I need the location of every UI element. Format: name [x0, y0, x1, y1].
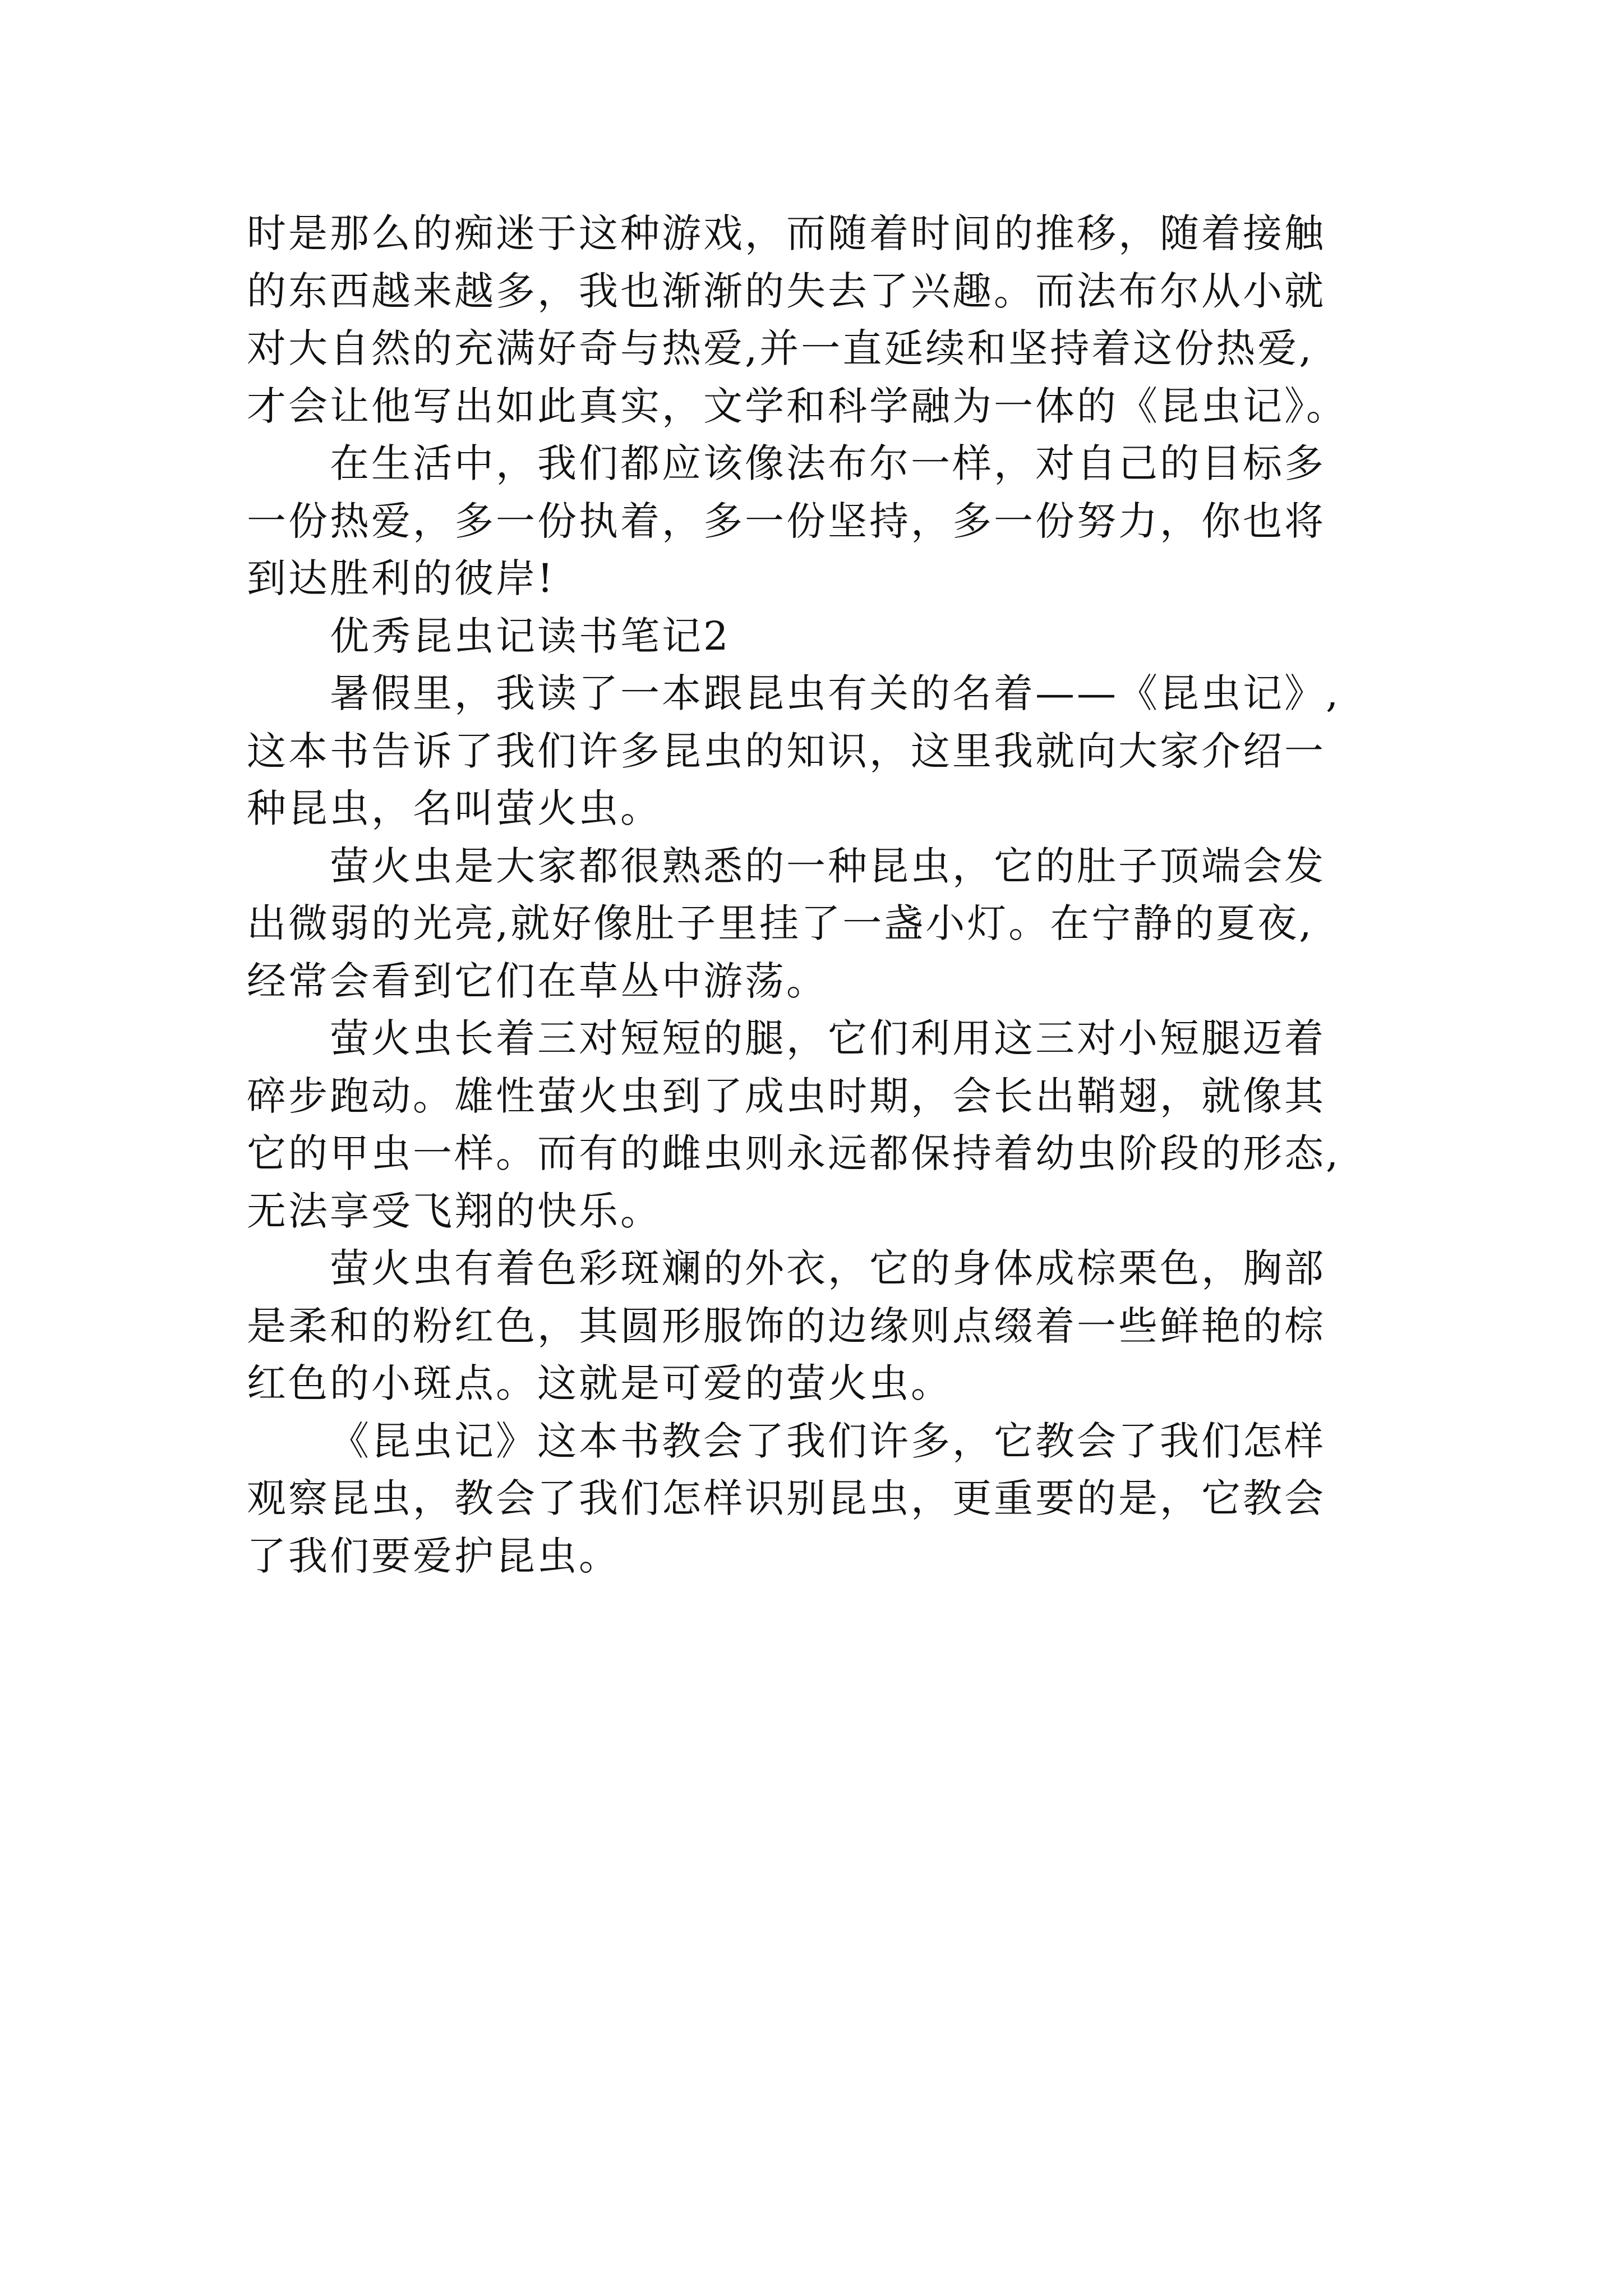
text-line: 到达胜利的彼岸!: [247, 555, 556, 601]
text-line: 了我们要爱护昆虫。: [247, 1533, 620, 1579]
text-line: 是柔和的粉红色，其圆形服饰的边缘则点缀着一些鲜艳的棕: [247, 1303, 1326, 1349]
text-line: 一份热爱，多一份执着，多一份坚持，多一份努力，你也将: [247, 498, 1326, 544]
text-line: 时是那么的痴迷于这种游戏，而随着时间的推移，随着接触: [247, 210, 1326, 256]
text-line: 这本书告诉了我们许多昆虫的知识，这里我就向大家介绍一: [247, 728, 1326, 774]
text-line: 才会让他写出如此真实，文学和科学融为一体的《昆虫记》。: [247, 383, 1348, 429]
text-line: 观察昆虫，教会了我们怎样识别昆虫，更重要的是，它教会: [247, 1475, 1326, 1521]
text-line: 《昆虫记》这本书教会了我们许多，它教会了我们怎样: [330, 1418, 1326, 1464]
section-heading: 优秀昆虫记读书笔记2: [330, 613, 731, 659]
text-line: 萤火虫是大家都很熟悉的一种昆虫，它的肚子顶端会发: [330, 843, 1326, 889]
text-line: 萤火虫有着色彩斑斓的外衣，它的身体成棕栗色，胸部: [330, 1245, 1326, 1291]
text-line: 种昆虫，名叫萤火虫。: [247, 785, 662, 831]
text-line: 红色的小斑点。这就是可爱的萤火虫。: [247, 1360, 952, 1406]
text-line: 无法享受飞翔的快乐。: [247, 1188, 662, 1234]
text-line: 暑假里，我读了一本跟昆虫有关的名着——《昆虫记》,: [330, 670, 1341, 716]
text-line: 出微弱的光亮,就好像肚子里挂了一盏小灯。在宁静的夏夜,: [247, 900, 1314, 946]
text-line: 碎步跑动。雄性萤火虫到了成虫时期，会长出鞘翅，就像其: [247, 1073, 1326, 1119]
text-line: 在生活中，我们都应该像法布尔一样，对自己的目标多: [330, 440, 1326, 486]
text-line: 它的甲虫一样。而有的雌虫则永远都保持着幼虫阶段的形态,: [247, 1130, 1341, 1176]
text-line: 萤火虫长着三对短短的腿，它们利用这三对小短腿迈着: [330, 1015, 1326, 1061]
document-body: [247, 205, 1380, 1585]
text-line: 对大自然的充满好奇与热爱,并一直延续和坚持着这份热爱,: [247, 325, 1314, 371]
text-line: 经常会看到它们在草丛中游荡。: [247, 958, 828, 1004]
text-line: 的东西越来越多，我也渐渐的失去了兴趣。而法布尔从小就: [247, 268, 1326, 314]
